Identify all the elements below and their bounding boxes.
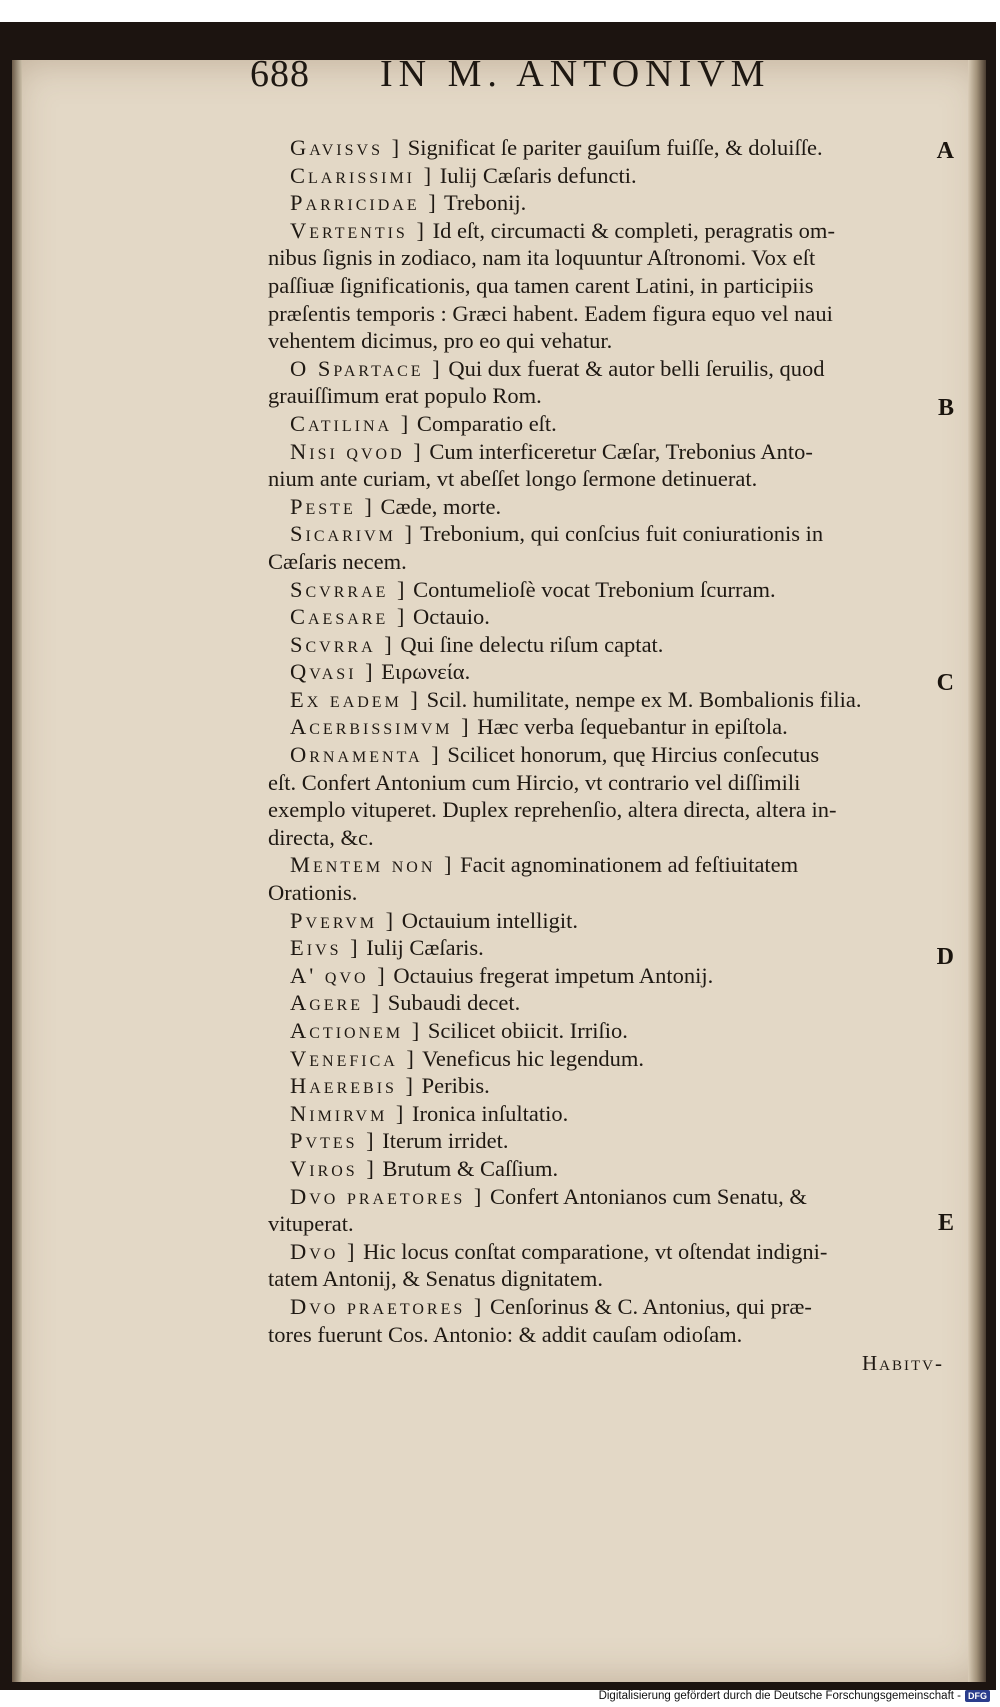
lemma: A' qvo ]	[290, 962, 388, 988]
line-text: Scilicet honorum, quę Hircius conſecutus	[441, 742, 820, 768]
lemma: Actionem ]	[290, 1018, 423, 1043]
lemma: Dvo praetores ]	[290, 1293, 485, 1319]
line-text: eſt. Confert Antonium cum Hircio, vt contrario vel diſſimili	[268, 769, 801, 795]
lemma: Vertentis ]	[290, 217, 427, 243]
line-text: Brutum & Caſſium.	[376, 1155, 559, 1181]
text-line	[268, 410, 948, 438]
lemma: Pvtes ]	[290, 1128, 377, 1154]
text-line	[268, 1210, 948, 1238]
text-line	[268, 907, 948, 935]
text-line	[268, 327, 948, 355]
line-text: Peribis.	[416, 1073, 490, 1099]
text-line	[268, 134, 948, 162]
line-text: Qui ſine delectu riſum captat.	[394, 631, 664, 657]
line-text: Cæde, morte.	[374, 493, 502, 519]
lemma: Nisi qvod ]	[290, 438, 424, 464]
line-text: tatem Antonij, & Senatus dignitatem.	[268, 1266, 603, 1292]
line-text: Iterum irridet.	[376, 1128, 509, 1154]
line-text: Iulij Cæſaris.	[360, 935, 484, 961]
line-text: vituperat.	[268, 1211, 354, 1237]
line-text: nibus ſignis in zodiaco, nam ita loquuntur Aſtronomi. Vox eſt	[268, 245, 816, 271]
text-line	[268, 548, 948, 576]
line-text: grauiſſimum erat populo Rom.	[268, 383, 542, 409]
line-text: paſſiuæ ſignificationis, qua tamen carent Latini, in participiis	[268, 272, 814, 298]
text-line	[268, 686, 948, 714]
line-text: Cæſaris necem.	[268, 548, 407, 574]
line-text: Significat ſe pariter gauiſum fuiſſe, & doluiſſe.	[402, 135, 823, 160]
line-text: Orationis.	[268, 880, 358, 906]
text-line	[268, 631, 948, 659]
lemma: Eivs ]	[290, 935, 361, 961]
margin-letter-e: E	[937, 1210, 954, 1236]
lemma: Scvrra ]	[290, 631, 395, 657]
text-line	[268, 300, 948, 328]
line-text: Subaudi decet.	[382, 990, 521, 1016]
lemma: Peste ]	[290, 493, 375, 519]
text-line	[268, 851, 948, 879]
page-fore-edge	[968, 60, 986, 1682]
line-text: Contumelioſè vocat Trebonium ſcurram.	[407, 576, 776, 602]
credit-text: Digitalisierung gefördert durch die Deutsche Forschungsgemeinschaft -	[598, 1690, 961, 1702]
lemma: Venefica ]	[290, 1045, 417, 1071]
line-text: Comparatio eſt.	[411, 410, 557, 436]
text-line	[268, 493, 948, 521]
lemma: Haerebis ]	[290, 1073, 417, 1099]
text-line	[268, 962, 948, 990]
line-text: Trebonium, qui conſcius fuit coniurationis in	[414, 521, 824, 547]
text-line	[268, 658, 948, 686]
lemma: Pvervm ]	[290, 907, 397, 933]
text-line	[268, 1017, 948, 1045]
page-gutter-shadow	[12, 60, 22, 1682]
lemma: Catilina ]	[290, 410, 412, 436]
lemma: Dvo praetores ]	[290, 1183, 485, 1209]
text-line	[268, 713, 948, 741]
text-line	[268, 796, 948, 824]
text-line	[268, 1100, 948, 1128]
text-line	[268, 465, 948, 493]
text-line	[268, 1238, 948, 1266]
line-text: Confert Antonianos cum Senatu, &	[484, 1183, 807, 1209]
lemma: Gavisvs ]	[290, 135, 403, 160]
line-text: Octauio.	[407, 604, 490, 630]
line-text: exemplo vituperet. Duplex reprehenſio, altera directa, altera in-	[268, 797, 837, 823]
text-line	[268, 879, 948, 907]
text-line	[268, 244, 948, 272]
lemma: Qvasi ]	[290, 659, 376, 685]
text-line	[268, 934, 948, 962]
line-text: Hæc verba ſequebantur in epiſtola.	[471, 714, 788, 740]
page-header	[250, 52, 890, 100]
text-line	[268, 1293, 948, 1321]
text-line	[268, 1321, 948, 1349]
text-line	[268, 520, 948, 548]
line-text: Octauius fregerat impetum Antonij.	[387, 962, 714, 988]
dfg-logo: DFG	[965, 1690, 990, 1702]
margin-letter-b: B	[937, 395, 954, 421]
line-text: Trebonij.	[438, 190, 527, 216]
text-line	[268, 272, 948, 300]
folio-number: 688	[250, 53, 310, 95]
line-text: Cenſorinus & C. Antonius, qui præ-	[484, 1293, 812, 1319]
lemma: Viros ]	[290, 1155, 377, 1181]
text-line	[268, 576, 948, 604]
lemma: Ornamenta ]	[290, 742, 442, 768]
text-line	[268, 1183, 948, 1211]
line-text: Ειρωνεία.	[375, 659, 471, 685]
lemma: Caesare ]	[290, 604, 408, 630]
catchword: Habitv-	[862, 1351, 944, 1375]
text-line	[268, 162, 948, 190]
lemma: Scvrrae ]	[290, 576, 408, 602]
line-text: Scil. humilitate, nempe ex M. Bombalionis filia.	[420, 686, 862, 712]
line-text: Octauium intelligit.	[396, 907, 578, 933]
lemma: Clarissimi ]	[290, 162, 435, 188]
lemma: Parricidae ]	[290, 190, 439, 216]
lemma: O Spartace ]	[290, 355, 443, 381]
line-text: tores fuerunt Cos. Antonio: & addit cauſam odioſam.	[268, 1321, 743, 1347]
lemma: Acerbissimvm ]	[290, 714, 472, 740]
text-line	[268, 769, 948, 797]
line-text: Cum interficeretur Cæſar, Trebonius Anto-	[423, 438, 813, 464]
text-line	[268, 741, 948, 769]
line-text: Hic locus conſtat comparatione, vt oſtendat indigni-	[357, 1238, 828, 1264]
text-line	[268, 355, 948, 383]
line-text: Id eſt, circumacti & completi, peragratis om-	[426, 217, 835, 243]
line-text: Qui dux fuerat & autor belli ſeruilis, quod	[442, 355, 825, 381]
margin-letter-a: A	[936, 138, 954, 164]
line-text: præſentis temporis : Græci habent. Eadem figura equo vel naui	[268, 300, 833, 326]
text-line	[268, 1045, 948, 1073]
lemma: Ex eadem ]	[290, 686, 421, 712]
line-text: Veneficus hic legendum.	[416, 1045, 644, 1071]
text-line	[268, 382, 948, 410]
text-line	[268, 1072, 948, 1100]
line-text: Ironica inſultatio.	[406, 1100, 569, 1126]
text-line	[268, 189, 948, 217]
text-line	[268, 989, 948, 1017]
running-title: IN M. ANTONIVM	[380, 53, 771, 95]
lemma: Mentem non ]	[290, 852, 455, 878]
text-line	[268, 1127, 948, 1155]
line-text: Facit agnominationem ad feſtiuitatem	[454, 852, 799, 878]
lemma: Agere ]	[290, 990, 383, 1016]
lemma: Dvo ]	[290, 1238, 358, 1264]
digitization-credit	[599, 1690, 990, 1702]
text-line	[268, 603, 948, 631]
commentary-text	[268, 134, 948, 1348]
lemma: Nimirvm ]	[290, 1100, 407, 1126]
text-line	[268, 824, 948, 852]
text-line	[268, 217, 948, 245]
margin-letter-c: C	[936, 670, 954, 696]
margin-letter-d: D	[936, 944, 954, 970]
line-text: Iulij Cæſaris defuncti.	[434, 162, 637, 188]
line-text: nium ante curiam, vt abeſſet longo ſermone detinuerat.	[268, 466, 758, 492]
line-text: Scilicet obiicit. Irriſio.	[422, 1018, 628, 1043]
line-text: directa, &c.	[268, 824, 374, 850]
text-line	[268, 1265, 948, 1293]
lemma: Sicarivm ]	[290, 521, 415, 547]
line-text: vehentem dicimus, pro eo qui vehatur.	[268, 328, 613, 354]
text-line	[268, 438, 948, 466]
text-line	[268, 1155, 948, 1183]
